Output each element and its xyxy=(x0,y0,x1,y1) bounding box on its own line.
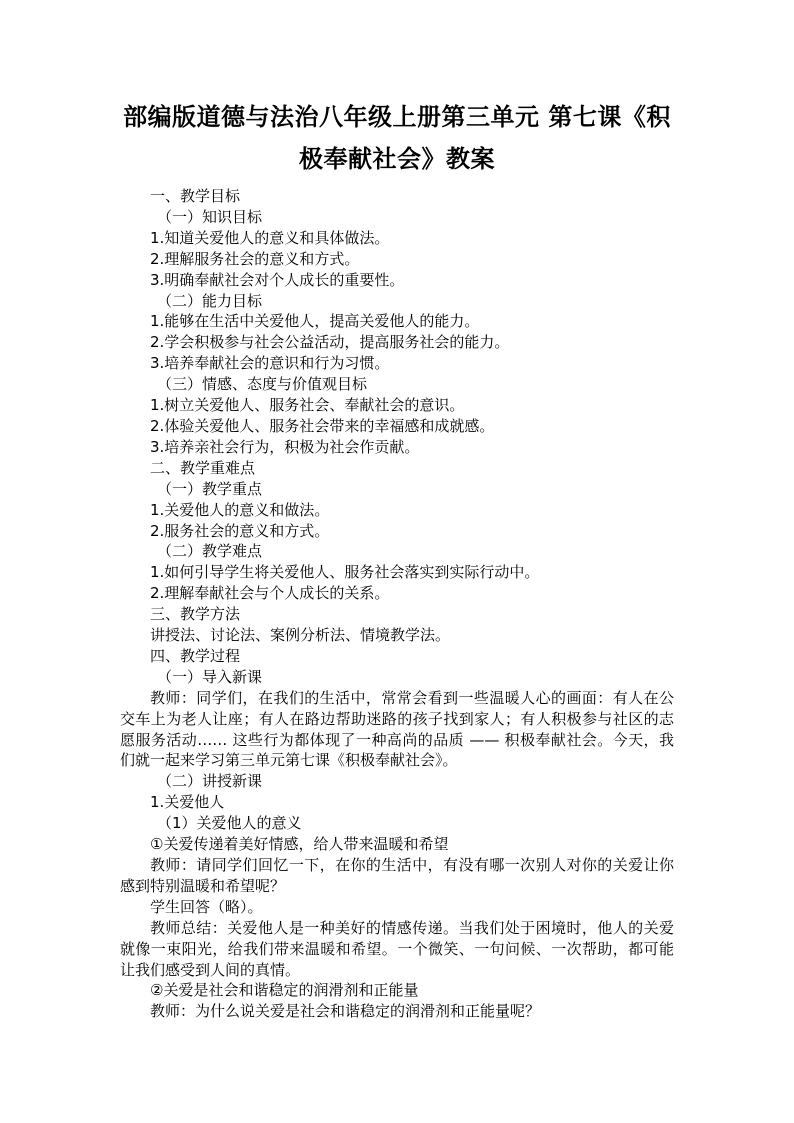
text-line: 一、教学目标 xyxy=(150,187,241,205)
text-line: （二）讲授新课 xyxy=(157,772,263,791)
text-line: ①关爱传递着美好情感，给人带来温暖和希望 xyxy=(150,835,449,854)
paragraph-question-2: 教师：为什么说关爱是社会和谐稳定的润滑剂和正能量呢？ xyxy=(150,1002,541,1021)
document-title xyxy=(120,96,674,180)
text-line: 1.如何引导学生将关爱他人、服务社会落实到实际行动中。 xyxy=(150,563,540,582)
text-line: 2.学会积极参与社会公益活动，提高服务社会的能力。 xyxy=(150,333,510,352)
text-line: （一）导入新课 xyxy=(157,667,263,686)
text-line: （二）教学难点 xyxy=(157,542,263,561)
text-line: 3.培养奉献社会的意识和行为习惯。 xyxy=(150,354,390,373)
paragraph-summary: 教师总结：关爱他人是一种美好的情感传递。当我们处于困境时，他人的关爱就像一束阳光，给我们带来温暖和希望。一个微笑、一句问候、一次帮助，都可能让我们感受到人间的真情。 xyxy=(120,918,674,979)
point-heading-2: ②关爱是社会和谐稳定的润滑剂和正能量 xyxy=(150,981,419,1000)
text-line: （三）情感、态度与价值观目标 xyxy=(157,375,368,394)
text-line: 二、教学重难点 xyxy=(150,458,256,477)
text-line: 3.明确奉献社会对个人成长的重要性。 xyxy=(150,270,405,289)
text-line: 2.服务社会的意义和方式。 xyxy=(150,521,330,540)
title-line-2: 极奉献社会》教案 xyxy=(299,145,495,173)
text-line: 讲授法、讨论法、案例分析法、情境教学法。 xyxy=(150,626,451,645)
text-line: 三、教学方法 xyxy=(150,605,241,624)
paragraph-question-1: 教师：请同学们回忆一下，在你的生活中，有没有哪一次别人对你的关爱让你感到特别温暖和希望呢？ xyxy=(120,856,674,895)
text-line: 2.体验关爱他人、服务社会带来的幸福感和成就感。 xyxy=(150,416,495,435)
text-line: （二）能力目标 xyxy=(157,291,263,310)
text-line: （一）知识目标 xyxy=(157,207,263,226)
text-line: 四、教学过程 xyxy=(150,646,241,665)
title-line-1: 部编版道德与法治八年级上册第三单元 第七课《积 xyxy=(123,103,671,131)
text-line: 1.知道关爱他人的意义和具体做法。 xyxy=(150,228,390,247)
text-line: 1.关爱他人的意义和做法。 xyxy=(150,500,330,519)
body-section-objectives xyxy=(120,186,674,688)
text-line: 1.关爱他人 xyxy=(150,793,225,812)
text-line: 2.理解奉献社会与个人成长的关系。 xyxy=(150,584,390,603)
student-answer: 学生回答（略）。 xyxy=(150,897,263,916)
text-line: （一）教学重点 xyxy=(157,479,263,498)
text-line: （1）关爱他人的意义 xyxy=(157,814,302,833)
text-line: 1.树立关爱他人、服务社会、奉献社会的意识。 xyxy=(150,396,465,415)
text-line: 2.理解服务社会的意义和方式。 xyxy=(150,249,360,268)
paragraph-intro: 教师：同学们，在我们的生活中，常常会看到一些温暖人心的画面：有人在公交车上为老人让座；有人在路边帮助迷路的孩子找到家人；有人积极参与社区的志愿服务活动…… 这些行为都体现了一种高尚的品质 —— 积极奉献社会。今天，我们就一起来学习第三单元第七课《积极奉献社会》。 xyxy=(120,688,674,770)
text-line: 1.能够在生活中关爱他人，提高关爱他人的能力。 xyxy=(150,312,480,331)
body-section-new-lesson xyxy=(120,771,674,855)
text-line: 3.培养亲社会行为，积极为社会作贡献。 xyxy=(150,437,420,456)
